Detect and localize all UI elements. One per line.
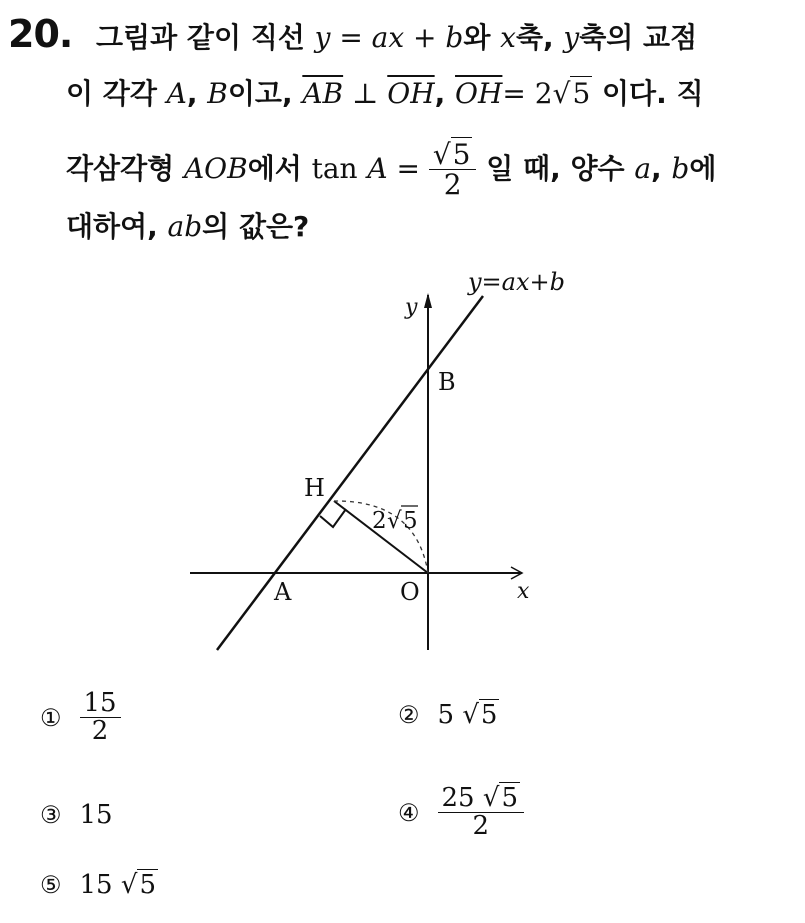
choice-4-value: $\frac{25 √5}{2}$ xyxy=(438,785,524,841)
question-line-3: 각삼각형 AOB에서 tan A = $\frac{√5}{2}$ 일 때, 양수 a, b에 xyxy=(66,138,717,202)
choice-4[interactable] xyxy=(398,785,524,841)
question-line-2: 이 각각 A, B이고, $\overline{AB}$ ⊥ $\overline{OH}$, $\overline{OH}= 2√5$ 이다. 직 xyxy=(66,77,704,110)
x-axis-label: x xyxy=(517,579,530,604)
choice-5-mark: ⑤ xyxy=(40,871,62,899)
point-b-label: B xyxy=(438,368,456,396)
choice-1-mark: ① xyxy=(40,703,62,732)
choice-1[interactable] xyxy=(40,690,121,746)
right-angle-marker xyxy=(320,509,346,527)
choice-2-value: 5 √5 xyxy=(437,700,498,730)
choice-2-mark: ② xyxy=(398,701,420,729)
choice-3-value: 15 xyxy=(79,800,113,830)
tan-fraction: $\frac{√5}{2}$ xyxy=(429,140,477,200)
choice-4-mark: ④ xyxy=(398,798,420,827)
question-number: 20. xyxy=(8,12,73,56)
length-label xyxy=(372,506,418,534)
svg-text:2: 2 xyxy=(372,508,387,534)
point-h-label: H xyxy=(304,474,325,502)
svg-text:5: 5 xyxy=(403,508,418,534)
choice-3[interactable] xyxy=(40,800,113,830)
choice-3-mark: ③ xyxy=(40,801,62,829)
question-line-1: 그림과 같이 직선 y = ax + b와 x축, y축의 교점 xyxy=(96,21,698,54)
sqrt-expression: √5 xyxy=(552,77,591,110)
choice-5[interactable] xyxy=(40,870,158,900)
point-a-label: A xyxy=(274,578,292,606)
y-axis-label: y xyxy=(405,295,418,320)
radical-sign: √ xyxy=(387,508,402,534)
line-label: y=ax+b xyxy=(468,268,565,296)
line-ax-plus-b xyxy=(217,296,483,650)
question-line-4: 대하여, ab의 값은? xyxy=(66,210,310,243)
line-equation: y = ax + b xyxy=(314,21,464,54)
y-axis-arrow xyxy=(424,293,432,308)
point-o-label: O xyxy=(400,578,420,606)
segment-ab: $\overline{AB}$ xyxy=(302,77,344,110)
choice-5-value: 15 √5 xyxy=(79,870,156,900)
segment-oh: $\overline{OH}$ xyxy=(387,77,435,110)
choice-1-value: $\frac{15}{2}$ xyxy=(80,690,121,746)
choice-2[interactable] xyxy=(398,700,499,730)
